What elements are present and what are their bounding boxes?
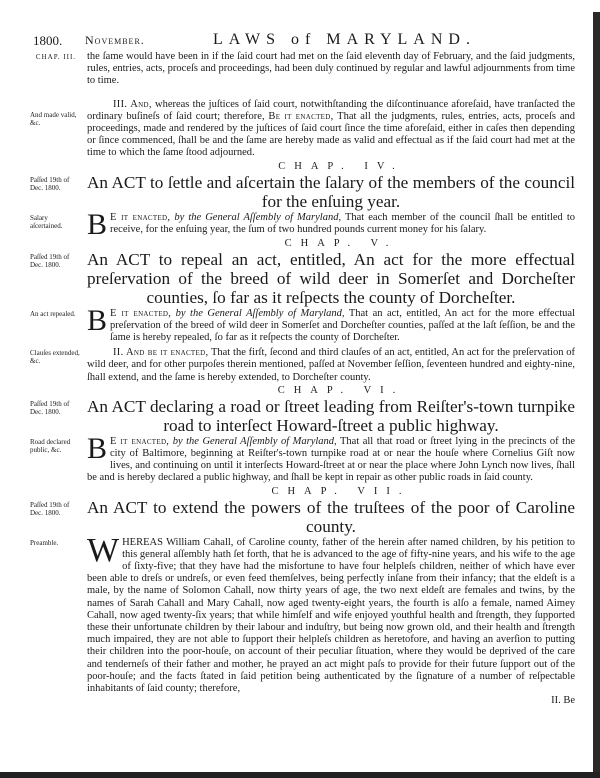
drop-cap: B	[87, 207, 108, 241]
text: That all that road or ſtreet lying in the precincts of the city of Baltimore, beginning at Reiſter's-town turnpike road at or near the houſe where Cornelius Giſt now lives, and continuing on until it interſects Howard-ſtreet at or near the place where John Lynch now lives, ſhall be and is hereby declared a public highway, and ſhall be kept in repair as other public roads in ſaid county.	[87, 435, 575, 484]
preamble	[30, 531, 575, 696]
chap-heading: CHAP. VII.	[271, 485, 411, 497]
text: HEREAS William Cahall, of Caroline county, father of the herein after named children, by his petition to this general aſſembly hath ſet forth, that he is advanced to the age of fifty-nine years, and his wife to the age of ſixty-five; that they have had the misfortune to have four helpleſs children, neither of which have ever been able to dreſs or undreſs, or even feed themſelves, being perfectly inſane from their infancy; that the eldeſt is a male, by the name of Solomon Cahall, now thirty years of age, the two next eldeſt are females and twins, by the names of Sarah Cahall and Mary Cahall, now aged twenty-eight years, the fourth is alſo a female, named Aimey Cahall, now aged twenty-ſix years; that while himſelf and wife enjoyed youthful health and ſtrength, they ſupported these their unfortunate children by their labour and induſtry, but being now grown old, and their health and ſtrength much impaired, they are not able to ſupport their helpleſs children as heretofore, and having an averſion to putting their children into the poor-houſe, on account of their peculiar ſituation, where they would be deprived of the care and tenderneſs of their father and mother, he prayed an act might paſs to provide for their future ſupport out of the poor-houſe; and the facts ſtated in ſaid petition being authenticated by the ſignature of a number of reſpectable inhabitants of ſaid county; therefore,	[87, 536, 575, 695]
italic-text: by the General Aſſembly of Maryland,	[169, 435, 337, 447]
italic-text: by the General Aſſembly of Maryland,	[170, 211, 342, 223]
chap3-section-3	[30, 98, 575, 160]
margin-note-chap: CHAP. III.	[35, 53, 77, 61]
paragraph	[87, 207, 575, 241]
margin-note: Clauſes extended, &c.	[30, 349, 80, 366]
title-text: An ACT to repeal an act, entitled, An act for the more effectual preſervation of the breed of wild deer in Somerſet and Dorcheſter counties, ſo far as it reſpects the county of Dorcheſter.	[87, 249, 575, 307]
enacting-clause: Be it enacted,	[268, 110, 334, 122]
margin-note: Preamble.	[30, 538, 59, 547]
paragraph	[87, 347, 575, 384]
enacting-clause: E it enacted,	[110, 307, 172, 319]
act-title	[30, 396, 575, 435]
act-body	[30, 207, 575, 241]
act-section-2	[30, 347, 575, 384]
scan-edge-bottom	[0, 772, 600, 778]
text: That each member of the council ſhall be entitled to receive, for the enſuing year, the ſum of two hundred pounds current money for his ſalary.	[110, 211, 575, 235]
text: whereas the juſtices of ſaid court, notwithſtanding the diſcontinuance aforeſaid, have tranſacted the ordinary buſineſs of ſaid court; therefore,	[87, 98, 575, 122]
title-text: An ACT to ſettle and aſcertain the ſalary of the members of the council for the enſuing year.	[87, 172, 575, 211]
chap-heading: CHAP. IV.	[278, 160, 404, 172]
paragraph	[87, 99, 575, 160]
margin-note: And made valid, &c.	[30, 110, 77, 127]
spacer	[87, 88, 575, 99]
act-title	[30, 497, 575, 536]
paragraph: the ſame would have been in if the ſaid court had met on the ſaid eleventh day of February, and the ſaid judgments, rules, entries, acts, proceſs and proceedings, had been duly continued by regular and lawful adjournments from time to time.	[87, 51, 575, 87]
chap-heading: CHAP. V.	[284, 237, 398, 249]
margin-note-passed: Paſſed 19th of Dec. 1800.	[30, 252, 70, 269]
act-body	[30, 303, 575, 345]
paragraph	[87, 531, 575, 696]
margin-note-passed: Paſſed 19th of Dec. 1800.	[30, 175, 70, 192]
margin-note-passed: Paſſed 19th of Dec. 1800.	[30, 500, 70, 517]
drop-cap: B	[87, 431, 108, 465]
text: That the firſt, ſecond and third clauſes of an act, entitled, An act for the preſervation of wild deer, and for other purpoſes therein mentioned, paſſed at November ſeſſion, ſeventeen hundred and eighty-nine, ſhall extend, and the ſame is hereby extended, to Dorcheſter county.	[87, 347, 575, 383]
act-title	[30, 172, 575, 211]
section-lead: III. And,	[113, 98, 152, 110]
text: That an act, entitled, An act for the more effectual preſervation of the breed of wild deer in Somerſet and Dorcheſter counties, paſſed at the laſt ſeſſion, be and the ſame is hereby repealed, ſo far as it reſpects the county of Dorcheſter.	[110, 307, 575, 344]
scan-edge-right	[593, 12, 600, 772]
header-month: November.	[85, 33, 145, 47]
drop-cap: W	[87, 531, 120, 569]
italic-text: by the General Aſſembly of Maryland,	[171, 307, 345, 319]
margin-note: Road declared public, &c.	[30, 437, 71, 454]
margin-note: An act repealed.	[30, 309, 76, 318]
catchword: II. Be	[551, 695, 575, 707]
chap3-continuation	[35, 51, 575, 88]
title-text: An ACT declaring a road or ſtreet leading from Reiſter's-town turnpike road to interſect Howard-ſtreet a public highway.	[87, 396, 575, 435]
enacting-clause: E it enacted,	[110, 435, 170, 447]
enacting-clause: E it enacted,	[110, 211, 171, 223]
header-year: 1800.	[33, 33, 63, 48]
title-text: An ACT to extend the powers of the truſtees of the poor of Caroline county.	[87, 497, 575, 536]
text-column	[30, 51, 575, 707]
text: That all the judgments, rules, entries, acts, proceſs and proceedings, made and rendered by the juſtices of ſaid court ſince the time aforeſaid, either in caſes then depending or ſince commenced, ſhall be and the ſame are hereby made as valid and effectual as if the ſaid court had met at the time to which the ſame ſtood adjourned.	[87, 110, 575, 159]
chap-heading: CHAP. VI.	[277, 384, 405, 396]
section-lead: II. And be it enacted,	[113, 347, 209, 359]
header-title: LAWS of MARYLAND.	[213, 31, 476, 48]
margin-note: Salary aſcertained.	[30, 213, 63, 230]
paragraph	[87, 303, 575, 345]
margin-note-passed: Paſſed 19th of Dec. 1800.	[30, 399, 70, 416]
drop-cap: B	[87, 303, 108, 337]
paragraph	[87, 431, 575, 485]
running-header	[33, 31, 573, 51]
act-title	[30, 249, 575, 307]
act-body	[30, 431, 575, 485]
